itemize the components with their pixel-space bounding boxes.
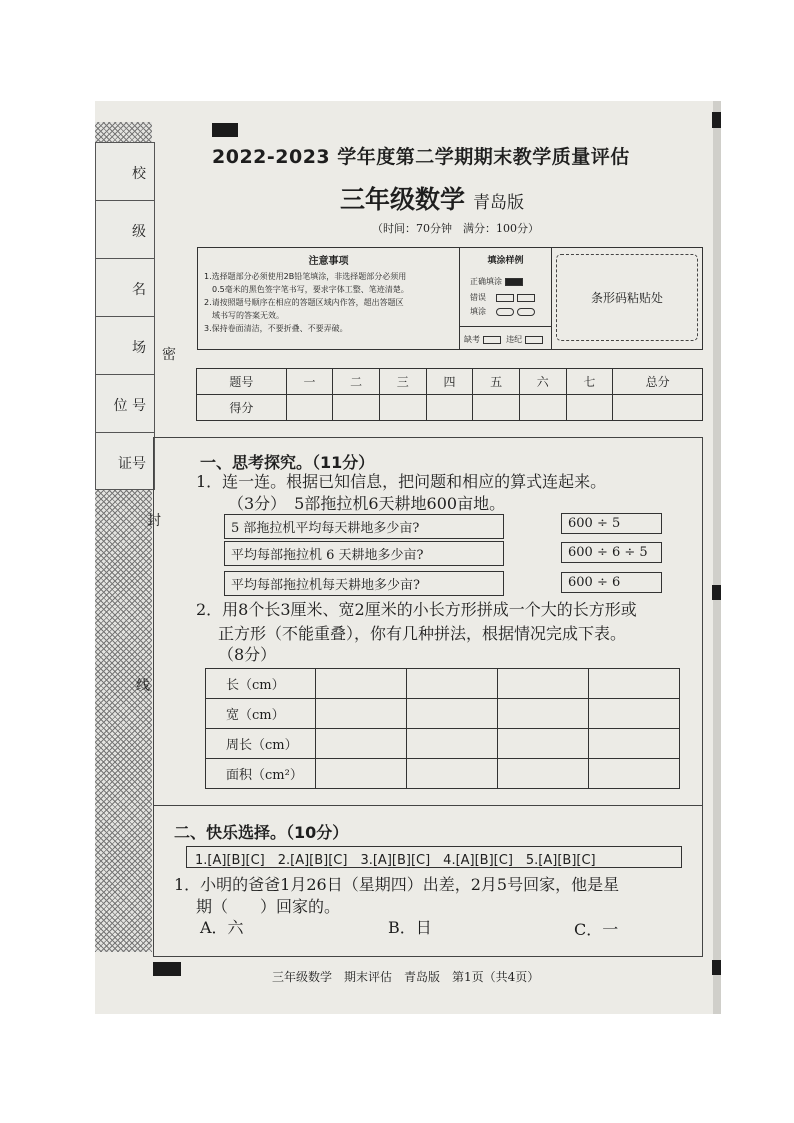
notice-section [198, 248, 460, 349]
violation-label: 违纪 [506, 335, 523, 344]
score-cell: 六 [519, 369, 566, 395]
s2-q1-text: 1．小明的爸爸1月26日（星期四）出差，2月5号回家，他是星 [174, 875, 620, 894]
exam-title: 2022-2023 学年度第二学期期末教学质量评估 [212, 146, 630, 168]
info-label: 位 号 [113, 398, 146, 414]
corner-mark [212, 123, 238, 137]
score-cell: 二 [333, 369, 380, 395]
notice-title: 注意事项 [308, 256, 349, 267]
info-cell-class[interactable] [96, 201, 154, 259]
score-entry-cell[interactable] [379, 395, 426, 421]
corner-mark [712, 112, 721, 128]
corner-mark [153, 962, 181, 976]
notice-item: 2.请按照题号顺序在相应的答题区域内作答，超出答题区 [204, 298, 404, 307]
row-header: 面积（cm²） [206, 759, 316, 789]
notice-item: 域书写的答案无效。 [204, 311, 284, 320]
notice-item: 0.5毫米的黑色签字笔书写，要求字体工整、笔迹清楚。 [204, 285, 409, 294]
table-row [206, 759, 680, 789]
seal-mi: 密 [162, 347, 176, 363]
score-label-cell: 得分 [197, 395, 287, 421]
edition-name: 青岛版 [473, 193, 525, 213]
dot-swatch-icon [496, 308, 514, 316]
page-footer: 三年级数学 期末评估 青岛版 第1页（共4页） [272, 970, 540, 984]
row-header: 长（cm） [206, 669, 316, 699]
table-cell[interactable] [407, 729, 498, 759]
info-label: 校 [132, 166, 146, 182]
table-cell[interactable] [407, 699, 498, 729]
fill-wrong-label-2: 填涂 [470, 307, 486, 316]
section1-title: 一、思考探究。（11分） [200, 453, 375, 472]
info-label: 证号 [118, 456, 146, 472]
score-cell: 一 [286, 369, 333, 395]
rectangle-table [205, 668, 680, 789]
info-cell-id[interactable] [96, 433, 154, 491]
score-entry-cell[interactable] [333, 395, 380, 421]
table-cell[interactable] [589, 729, 680, 759]
score-cell: 五 [473, 369, 520, 395]
score-entry-cell[interactable] [566, 395, 613, 421]
seal-feng: 封 [147, 513, 161, 529]
edge-mark [712, 585, 721, 600]
row-header: 周长（cm） [206, 729, 316, 759]
info-cell-seat[interactable] [96, 375, 154, 433]
table-row [206, 729, 680, 759]
table-cell[interactable] [589, 699, 680, 729]
info-cell-name[interactable] [96, 259, 154, 317]
score-entry-cell[interactable] [519, 395, 566, 421]
s2-q1-text-2: 期（ ）回家的。 [196, 897, 341, 916]
barcode-area [556, 254, 698, 341]
table-cell[interactable] [407, 759, 498, 789]
match-formula-3[interactable]: 600 ÷ 6 [561, 572, 662, 593]
score-cell: 题号 [197, 369, 287, 395]
match-question-3[interactable]: 平均每部拖拉机每天耕地多少亩? [224, 571, 504, 596]
match-formula-2[interactable]: 600 ÷ 6 ÷ 5 [561, 542, 662, 563]
table-row [206, 669, 680, 699]
absent-label: 缺考 [464, 335, 480, 344]
corner-mark [712, 960, 721, 975]
q1-info: （3分） 5部拖拉机6天耕地600亩地。 [228, 494, 506, 513]
table-cell[interactable] [316, 669, 407, 699]
score-entry-cell[interactable] [613, 395, 703, 421]
match-formula-1[interactable]: 600 ÷ 5 [561, 513, 662, 534]
filled-swatch-icon [505, 278, 523, 286]
check-swatch-icon [496, 294, 514, 302]
q2-text-2: 正方形（不能重叠），你有几种拼法，根据情况完成下表。 [218, 624, 627, 643]
table-cell[interactable] [498, 699, 589, 729]
fill-sample-title: 填涂样例 [487, 256, 524, 266]
fill-sample-section [460, 248, 552, 349]
score-table [196, 368, 703, 421]
score-header-row [197, 369, 703, 395]
section-divider [153, 805, 703, 806]
info-label: 名 [132, 282, 146, 298]
option-c[interactable]: C．一 [574, 920, 619, 939]
fill-wrong-label: 错误 [470, 293, 486, 302]
info-cell-school[interactable] [96, 143, 154, 201]
notice-item: 3.保持卷面清洁，不要折叠、不要弄破。 [204, 324, 348, 333]
notice-box [197, 247, 703, 350]
score-cell: 三 [379, 369, 426, 395]
subject-title [340, 180, 524, 216]
absent-box[interactable] [483, 336, 501, 344]
match-question-2[interactable]: 平均每部拖拉机 6 天耕地多少亩? [224, 541, 504, 566]
score-entry-cell[interactable] [286, 395, 333, 421]
option-a[interactable]: A．六 [200, 918, 244, 937]
subject-name: 三年级数学 [340, 185, 466, 214]
score-cell: 七 [566, 369, 613, 395]
answer-bubble-strip[interactable]: 1.[A][B][C] 2.[A][B][C] 3.[A][B][C] 4.[A][B][C] 5.[A][B][C] [186, 846, 682, 868]
info-cell-room[interactable] [96, 317, 154, 375]
table-cell[interactable] [498, 669, 589, 699]
table-cell[interactable] [589, 759, 680, 789]
score-cell: 四 [426, 369, 473, 395]
cross-swatch-icon [517, 294, 535, 302]
absence-row [460, 326, 551, 351]
table-cell[interactable] [498, 729, 589, 759]
section2-title: 二、快乐选择。（10分） [174, 823, 349, 842]
violation-box[interactable] [525, 336, 543, 344]
q2-points: （8分） [218, 645, 277, 664]
score-cell: 总分 [613, 369, 703, 395]
student-info-column [95, 142, 155, 490]
q1-text: 1．连一连。根据已知信息，把问题和相应的算式连起来。 [196, 472, 607, 491]
table-cell[interactable] [498, 759, 589, 789]
circle-swatch-icon [517, 308, 535, 316]
table-row [206, 699, 680, 729]
table-cell[interactable] [316, 759, 407, 789]
info-label: 级 [132, 224, 146, 240]
match-question-1[interactable]: 5 部拖拉机平均每天耕地多少亩? [224, 514, 504, 539]
table-cell[interactable] [407, 669, 498, 699]
score-entry-cell[interactable] [473, 395, 520, 421]
q2-text: 2．用8个长3厘米、宽2厘米的小长方形拼成一个大的长方形或 [196, 600, 637, 619]
fill-correct-label: 正确填涂 [470, 277, 502, 286]
option-b[interactable]: B．日 [388, 918, 432, 937]
barcode-label: 条形码粘贴处 [590, 291, 663, 305]
notice-item: 1.选择题部分必须使用2B铅笔填涂，非选择题部分必须用 [204, 272, 407, 281]
info-label: 场 [132, 340, 146, 356]
table-cell[interactable] [316, 699, 407, 729]
row-header: 宽（cm） [206, 699, 316, 729]
table-cell[interactable] [316, 729, 407, 759]
table-cell[interactable] [589, 669, 680, 699]
score-value-row [197, 395, 703, 421]
time-score-info: （时间：70分钟 满分：100分） [372, 222, 539, 235]
seal-xian: 线 [136, 678, 150, 694]
score-entry-cell[interactable] [426, 395, 473, 421]
